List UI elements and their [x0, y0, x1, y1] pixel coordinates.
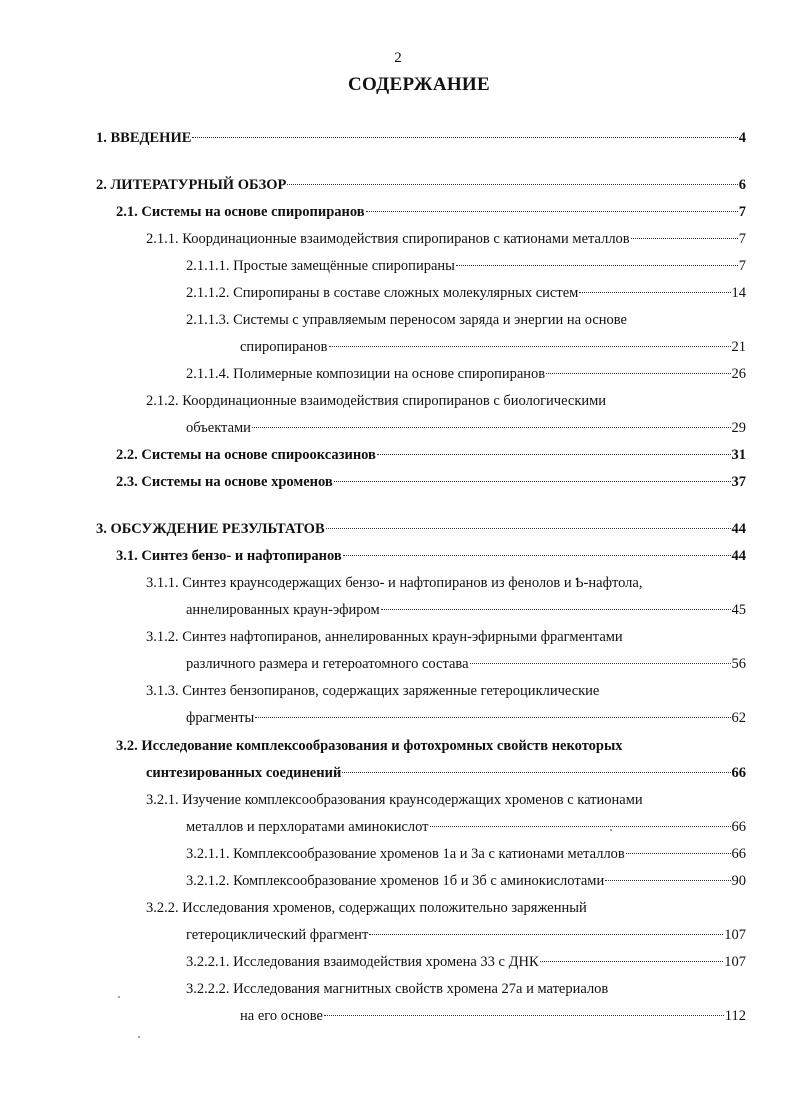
dot-leader: [192, 137, 737, 138]
toc-entry-2-3[interactable]: [116, 473, 746, 491]
dot-leader: [605, 880, 730, 881]
toc-entry-label: 2. ЛИТЕРАТУРНЫЙ ОБЗОР: [96, 177, 287, 193]
toc-page-number: 7: [738, 231, 746, 247]
toc-entry-label: 2.2. Системы на основе спирооксазинов: [116, 447, 376, 463]
toc-page-number: 66: [731, 846, 746, 862]
toc-entry-label: 3.2.1.2. Комплексообразование хроменов 1б и 3б с аминокислотами: [186, 873, 605, 889]
toc-entry-3-1-3-line1[interactable]: 3.1.3. Синтез бензопиранов, содержащих заряженные гетероциклические: [146, 683, 600, 699]
toc-entry-3-1-1[interactable]: [186, 601, 746, 619]
toc-entry-3-2-1-1[interactable]: [186, 845, 746, 863]
dot-leader: [579, 292, 730, 293]
dot-leader: [381, 609, 731, 610]
toc-page-number: 7: [738, 204, 746, 220]
toc-page-number: 45: [731, 602, 746, 618]
toc-entry-3-2-1-line1[interactable]: 3.2.1. Изучение комплексообразования краунсодержащих хроменов с катионами: [146, 792, 643, 808]
toc-entry-label: 2.1. Системы на основе спиропиранов: [116, 204, 365, 220]
toc-entry-3-1-2[interactable]: [186, 655, 746, 673]
dot-leader: [326, 528, 731, 529]
dot-leader: [342, 772, 730, 773]
toc-entry-label: 3.2.2.1. Исследования взаимодействия хромена 33 с ДНК: [186, 954, 539, 970]
toc-entry-label: на его основе: [240, 1008, 323, 1024]
dot-leader: [631, 238, 738, 239]
dot-leader: [324, 1015, 724, 1016]
toc-page-number: 66: [731, 819, 746, 835]
toc-page-number: 4: [738, 130, 746, 146]
toc-entry-2-1[interactable]: [116, 203, 746, 221]
toc-page-number: 44: [731, 521, 746, 537]
toc-entry-label: металлов и перхлоратами аминокислот: [186, 819, 429, 835]
toc-entry-results-discussion[interactable]: [96, 520, 746, 538]
toc-entry-2-1-1-4[interactable]: [186, 365, 746, 383]
dot-leader: [287, 184, 737, 185]
toc-entry-2-1-1-3-line1[interactable]: 2.1.1.3. Системы с управляемым переносом заряда и энергии на основе: [186, 312, 627, 328]
toc-entry-label: 2.1.1.1. Простые замещённые спиропираны: [186, 258, 455, 274]
toc-entry-2-1-2[interactable]: [186, 419, 746, 437]
dot-leader: [377, 454, 731, 455]
toc-entry-label: 1. ВВЕДЕНИЕ: [96, 130, 192, 146]
toc-page-number: 112: [724, 1008, 746, 1024]
scan-speck: [138, 1036, 140, 1038]
toc-page-number: 26: [731, 366, 746, 382]
toc-page-number: 66: [731, 765, 746, 781]
toc-page-number: 21: [731, 339, 746, 355]
toc-entry-3-1-3[interactable]: [186, 709, 746, 727]
toc-entry-3-2-2-1[interactable]: [186, 953, 746, 971]
toc-entry-3-2-1-2[interactable]: [186, 872, 746, 890]
dot-leader: [430, 826, 731, 827]
toc-page-number: 31: [731, 447, 746, 463]
dot-leader: [456, 265, 738, 266]
toc-entry-literature-review[interactable]: [96, 176, 746, 194]
toc-entry-label: 2.3. Системы на основе хроменов: [116, 474, 333, 490]
toc-entry-2-1-1-2[interactable]: [186, 284, 746, 302]
toc-entry-label: 3.1. Синтез бензо- и нафтопиранов: [116, 548, 342, 564]
toc-entry-2-1-1[interactable]: [146, 230, 746, 248]
toc-entry-label: аннелированных краун-эфиром: [186, 602, 380, 618]
toc-page-number: 62: [731, 710, 746, 726]
toc-entry-2-1-2-line1[interactable]: 2.1.2. Координационные взаимодействия спиропиранов с биологическими: [146, 393, 607, 409]
dot-leader: [470, 663, 731, 664]
toc-entry-label: синтезированных соединений: [146, 765, 342, 781]
dot-leader: [334, 481, 731, 482]
page-number: 2: [394, 50, 402, 66]
dot-leader: [329, 346, 731, 347]
scan-speck: [610, 829, 612, 831]
toc-entry-3-2-2-line1[interactable]: 3.2.2. Исследования хроменов, содержащих положительно заряженный: [146, 900, 587, 916]
toc-entry-2-1-1-1[interactable]: [186, 257, 746, 275]
toc-entry-label: 2.1.1. Координационные взаимодействия спиропиранов с катионами металлов: [146, 231, 630, 247]
toc-page-number: 107: [724, 954, 746, 970]
toc-page-number: 7: [738, 258, 746, 274]
dot-leader: [546, 373, 730, 374]
toc-entry-3-1-1-line1[interactable]: 3.1.1. Синтез краунсодержащих бензо- и нафтопиранов из фенолов и Ƅ-нафтола,: [146, 575, 643, 591]
toc-entry-3-1-2-line1[interactable]: 3.1.2. Синтез нафтопиранов, аннелированных краун-эфирными фрагментами: [146, 629, 623, 645]
scan-speck: [118, 996, 120, 998]
toc-entry-label: спиропиранов: [240, 339, 328, 355]
toc-page-number: 6: [738, 177, 746, 193]
toc-entry-3-2-2-2[interactable]: [240, 1007, 746, 1025]
toc-page-number: 14: [731, 285, 746, 301]
toc-page-number: 90: [731, 873, 746, 889]
dot-leader: [255, 717, 730, 718]
toc-page-number: 107: [724, 927, 746, 943]
toc-entry-3-2[interactable]: [146, 764, 746, 782]
toc-entry-label: 2.1.1.2. Спиропираны в составе сложных молекулярных систем: [186, 285, 579, 301]
toc-page-number: 29: [731, 420, 746, 436]
toc-entry-3-2-2[interactable]: [186, 926, 746, 944]
dot-leader: [366, 211, 738, 212]
toc-entry-label: 2.1.1.4. Полимерные композиции на основе спиропиранов: [186, 366, 546, 382]
dot-leader: [252, 427, 731, 428]
dot-leader: [540, 961, 724, 962]
toc-entry-label: 3. ОБСУЖДЕНИЕ РЕЗУЛЬТАТОВ: [96, 521, 325, 537]
toc-entry-2-1-1-3[interactable]: [240, 338, 746, 356]
toc-entry-label: объектами: [186, 420, 251, 436]
toc-page-number: 37: [731, 474, 746, 490]
page-title: СОДЕРЖАНИЕ: [348, 74, 490, 95]
toc-entry-2-2[interactable]: [116, 446, 746, 464]
toc-page-number: 56: [731, 656, 746, 672]
dot-leader: [369, 934, 723, 935]
toc-entry-label: 3.2.1.1. Комплексообразование хроменов 1а и 3а с катионами металлов: [186, 846, 625, 862]
toc-entry-label: различного размера и гетероатомного состава: [186, 656, 469, 672]
dot-leader: [626, 853, 731, 854]
toc-entry-3-1[interactable]: [116, 547, 746, 565]
toc-entry-3-2-line1[interactable]: 3.2. Исследование комплексообразования и фотохромных свойств некоторых: [116, 738, 623, 754]
toc-page-number: 44: [731, 548, 746, 564]
toc-entry-introduction[interactable]: [96, 129, 746, 147]
toc-entry-label: гетероциклический фрагмент: [186, 927, 369, 943]
toc-entry-3-2-1[interactable]: [186, 818, 746, 836]
toc-entry-3-2-2-2-line1[interactable]: 3.2.2.2. Исследования магнитных свойств хромена 27а и материалов: [186, 981, 609, 997]
toc-entry-label: фрагменты: [186, 710, 255, 726]
dot-leader: [343, 555, 731, 556]
